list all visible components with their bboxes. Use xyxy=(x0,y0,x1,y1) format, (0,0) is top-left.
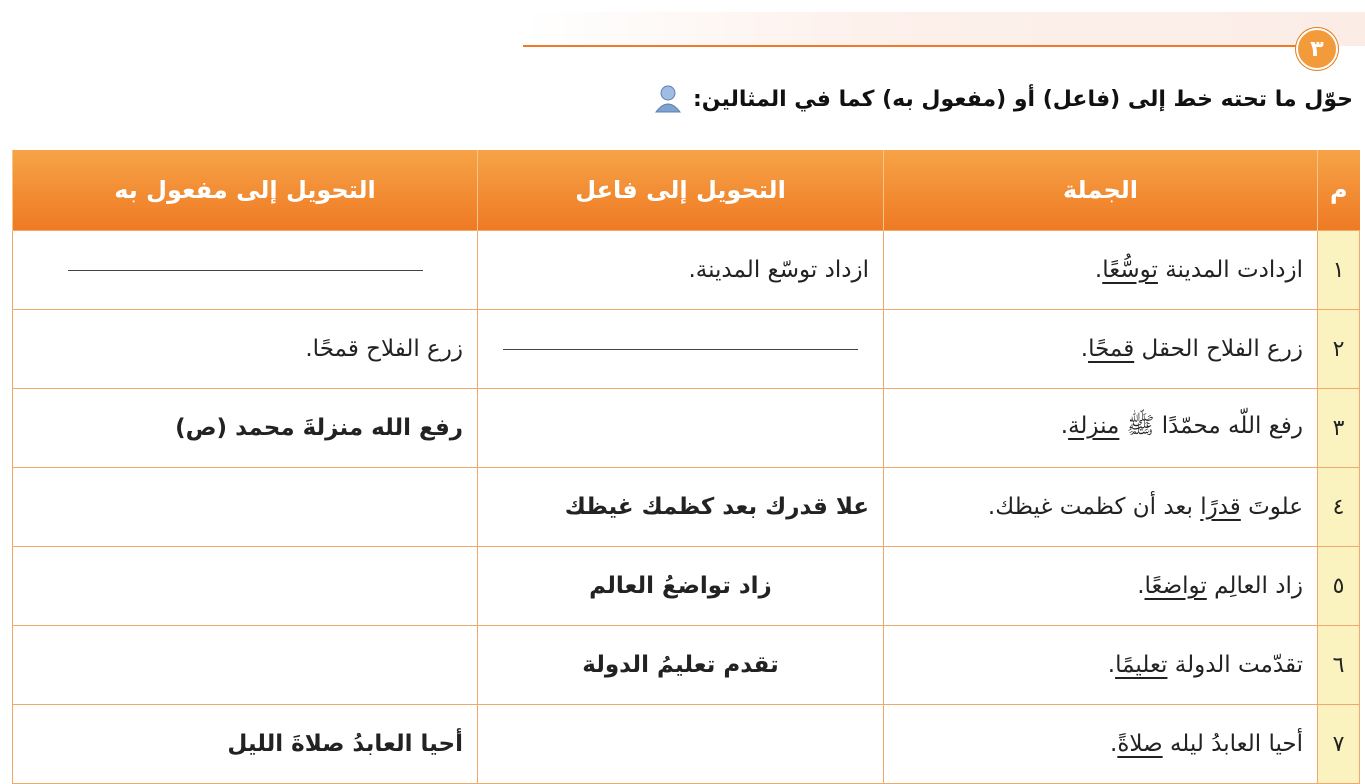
table-header-row xyxy=(13,150,1360,231)
header-rule xyxy=(523,45,1303,47)
row-number: ٢ xyxy=(1318,310,1360,389)
to-object-answer[interactable] xyxy=(13,547,478,626)
sentence-cell: ازدادت المدينة توسُّعًا. xyxy=(884,231,1318,310)
instruction-line xyxy=(653,84,1353,114)
table-row xyxy=(13,468,1360,547)
row-number: ١ xyxy=(1318,231,1360,310)
sentence-cell: أحيا العابدُ ليله صلاةً. xyxy=(884,705,1318,784)
exercise-table xyxy=(12,150,1360,784)
blank-line xyxy=(68,270,423,271)
header-sentence: الجملة xyxy=(884,150,1318,231)
exercise-number-badge: ٣ xyxy=(1296,28,1338,70)
header-num: م xyxy=(1318,150,1360,231)
sentence-cell: زاد العالِم تواضعًا. xyxy=(884,547,1318,626)
to-subject-answer[interactable] xyxy=(478,705,884,784)
row-number: ٤ xyxy=(1318,468,1360,547)
table-row xyxy=(13,389,1360,468)
underlined-word: توسُّعًا xyxy=(1102,257,1158,283)
to-subject-answer[interactable]: زاد تواضعُ العالم xyxy=(478,547,884,626)
to-object-blank[interactable] xyxy=(13,231,478,310)
to-subject-answer[interactable] xyxy=(478,389,884,468)
to-object-answer[interactable]: رفع الله منزلةَ محمد (ص) xyxy=(13,389,478,468)
row-number: ٣ xyxy=(1318,389,1360,468)
instruction-text: حوّل ما تحته خط إلى (فاعل) أو (مفعول به) كما في المثالين: xyxy=(693,86,1353,112)
to-subject-answer[interactable]: تقدم تعليمُ الدولة xyxy=(478,626,884,705)
table-row xyxy=(13,310,1360,389)
table-row xyxy=(13,705,1360,784)
to-subject-blank[interactable] xyxy=(478,310,884,389)
table-row xyxy=(13,547,1360,626)
to-subject-answer[interactable]: علا قدرك بعد كظمك غيظك xyxy=(478,468,884,547)
to-object-answer[interactable]: أحيا العابدُ صلاةَ الليل xyxy=(13,705,478,784)
header-to-object: التحويل إلى مفعول به xyxy=(13,150,478,231)
sentence-cell: تقدّمت الدولة تعليمًا. xyxy=(884,626,1318,705)
sentence-cell: زرع الفلاح الحقل قمحًا. xyxy=(884,310,1318,389)
header-to-subject: التحويل إلى فاعل xyxy=(478,150,884,231)
sentence-cell: علوتَ قدرًا بعد أن كظمت غيظك. xyxy=(884,468,1318,547)
sentence-cell: رفع اللّه محمّدًا ﷺ منزلة. xyxy=(884,389,1318,468)
row-number: ٧ xyxy=(1318,705,1360,784)
row-number: ٥ xyxy=(1318,547,1360,626)
underlined-word: تواضعًا xyxy=(1144,573,1207,599)
to-object-answer[interactable] xyxy=(13,626,478,705)
to-object-answer[interactable] xyxy=(13,468,478,547)
blank-line xyxy=(503,349,858,350)
underlined-word: قدرًا xyxy=(1200,494,1241,520)
to-object-cell: زرع الفلاح قمحًا. xyxy=(13,310,478,389)
table-row xyxy=(13,626,1360,705)
row-number: ٦ xyxy=(1318,626,1360,705)
to-subject-cell: ازداد توسّع المدينة. xyxy=(478,231,884,310)
underlined-word: قمحًا xyxy=(1088,336,1135,362)
table-row xyxy=(13,231,1360,310)
person-icon xyxy=(653,84,683,114)
underlined-word: صلاةً xyxy=(1117,731,1163,757)
underlined-word: منزلة xyxy=(1068,413,1120,439)
header-band xyxy=(523,12,1365,46)
underlined-word: تعليمًا xyxy=(1115,652,1168,678)
